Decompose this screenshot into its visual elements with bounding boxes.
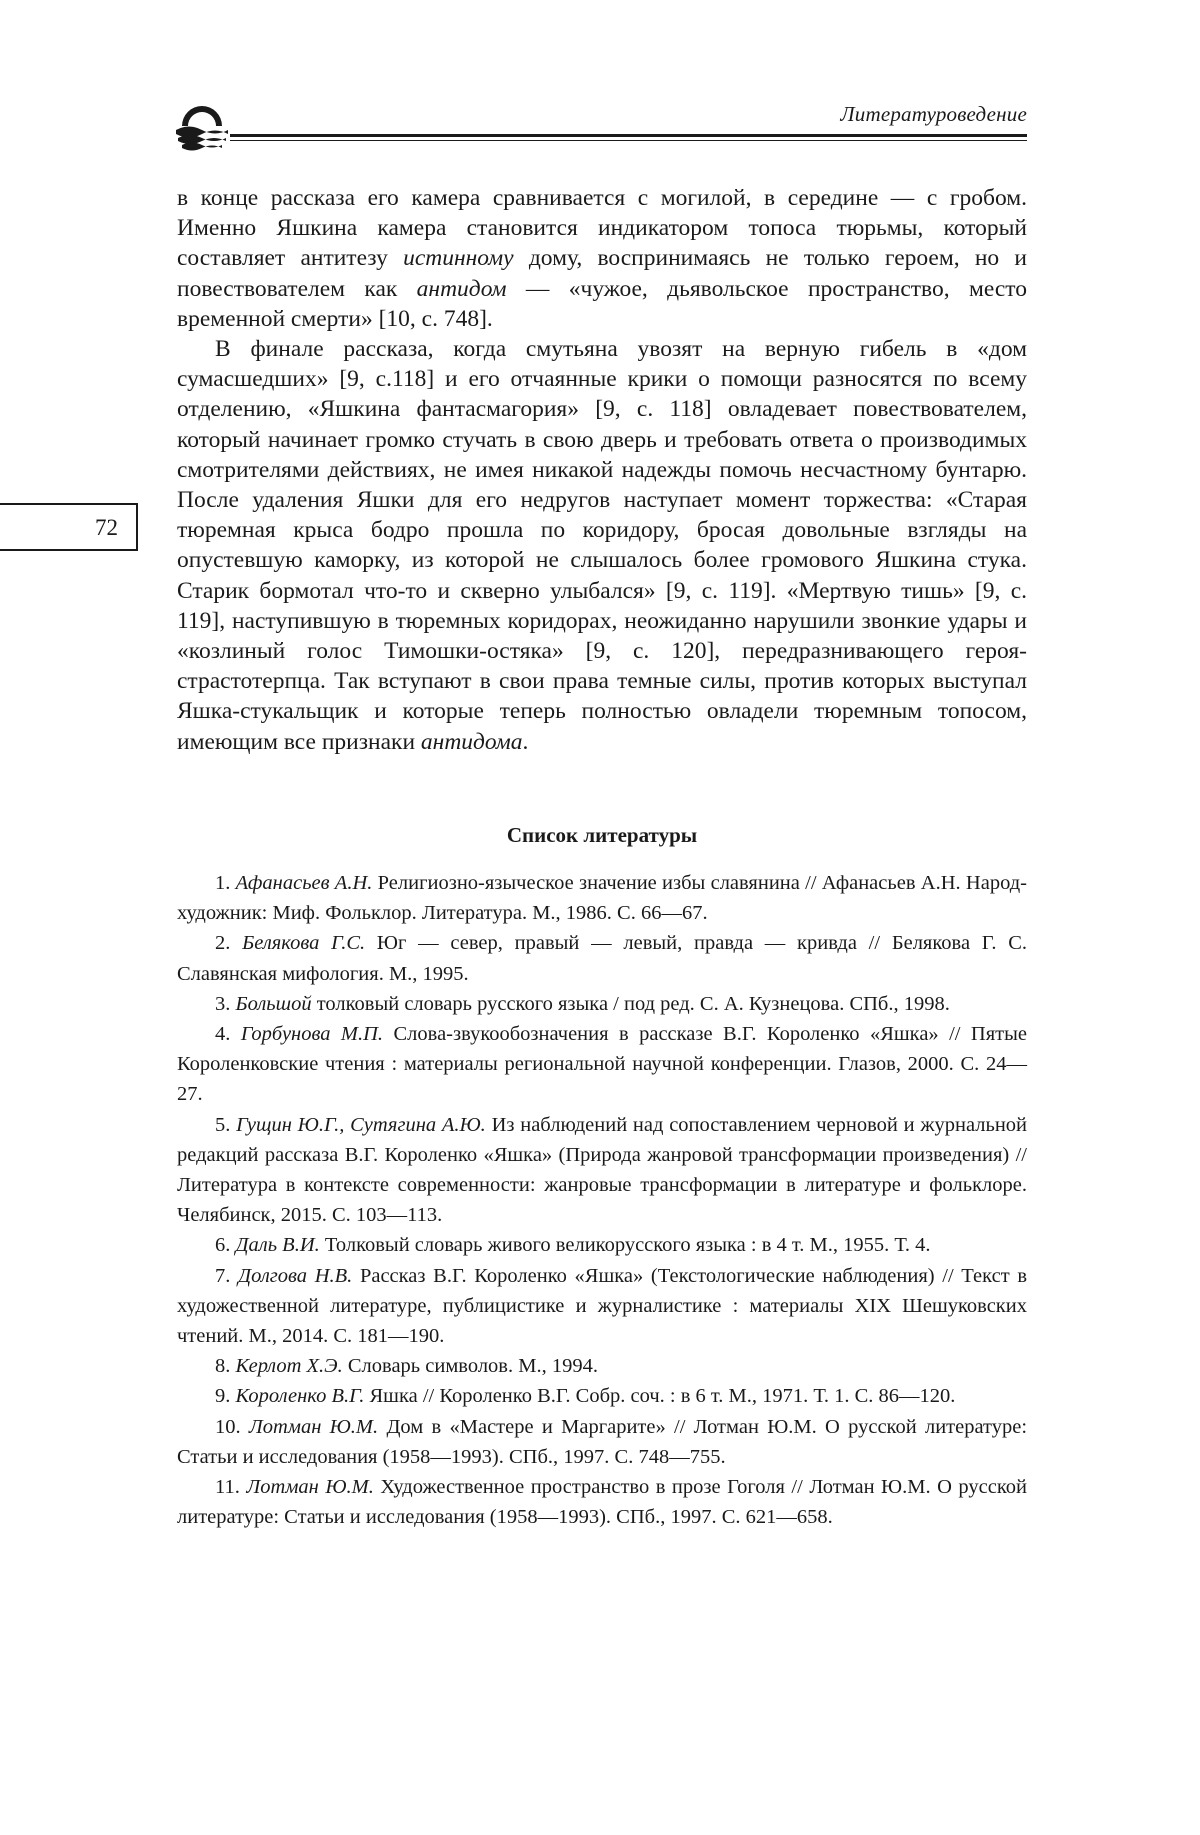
italic-term: антидом <box>416 275 507 302</box>
reference-number: 2. <box>215 932 231 955</box>
reference-item <box>177 1261 1027 1352</box>
reference-number: 8. <box>215 1355 231 1378</box>
reference-item <box>177 1110 1027 1231</box>
reference-number: 6. <box>215 1234 231 1257</box>
reference-number: 3. <box>215 992 231 1015</box>
reference-author: Даль В.И. <box>235 1234 320 1257</box>
reference-item <box>177 928 1027 988</box>
reference-number: 4. <box>215 1023 231 1046</box>
reference-details: Религиозно-языческое значение избы славянина // Афанасьев А.Н. Народ-художник: Миф. Фольклор. Литература. М., 1986. С. 66—67. <box>177 872 1027 925</box>
text-run: . <box>522 728 529 755</box>
reference-details: Слова-звукообозначения в рассказе В.Г. Короленко «Яшка» // Пятые Короленковские чтения : материалы региональной научной конференции. Глазов, 2000. С. 24—27. <box>177 1023 1027 1106</box>
text-run: дому, воспринимаясь не только героем, но и повествователем как <box>177 245 1027 302</box>
reference-author: Большой <box>235 992 312 1015</box>
reference-details: Толковый словарь живого великорусского языка : в 4 т. М., 1955. Т. 4. <box>324 1234 931 1257</box>
reference-item <box>177 1019 1027 1110</box>
reference-number: 7. <box>215 1264 231 1287</box>
running-title: Литературоведение <box>840 102 1027 126</box>
reference-details: Словарь символов. М., 1994. <box>347 1355 598 1378</box>
page-header <box>172 96 1027 156</box>
page-number-tab <box>0 503 138 551</box>
reference-details: толковый словарь русского языка / под ред. С. А. Кузнецова. СПб., 1998. <box>316 992 950 1015</box>
reference-number: 5. <box>215 1113 231 1136</box>
reference-item <box>177 1381 1027 1411</box>
reference-author: Короленко В.Г. <box>235 1385 365 1408</box>
reference-item <box>177 868 1027 928</box>
page-number: 72 <box>95 515 118 540</box>
paragraph <box>177 334 1027 757</box>
text-run: в конце рассказа его камера сравнивается с могилой, в середине — с гробом. Именно Яшкина камера становится индикатором топоса тюрьмы, который составляет антитезу <box>177 185 1027 272</box>
reference-number: 11. <box>215 1476 240 1499</box>
reference-item <box>177 1412 1027 1472</box>
references-list <box>177 868 1027 1532</box>
reference-item <box>177 989 1027 1019</box>
italic-term: антидома <box>420 728 523 755</box>
reference-number: 1. <box>215 872 231 894</box>
reference-author: Горбунова М.П. <box>240 1023 384 1046</box>
header-rule <box>230 134 1027 137</box>
reference-author: Долгова Н.В. <box>238 1264 353 1287</box>
reference-author: Лотман Ю.М. <box>246 1476 374 1499</box>
reference-author: Афанасьев А.Н. <box>235 872 373 894</box>
reference-author: Лотман Ю.М. <box>248 1415 379 1438</box>
reference-details: Из наблюдений над сопоставлением черновой и журнальной редакций рассказа В.Г. Короленко «Яшка» (Природа жанровой трансформации произведения) // Литература в контексте современности: жанровые трансформации в литературе и фольклоре. Челябинск, 2015. С. 103—113. <box>177 1113 1028 1227</box>
header-rule-thin <box>230 140 1027 141</box>
reference-author: Белякова Г.С. <box>242 932 366 955</box>
reference-details: Рассказ В.Г. Короленко «Яшка» (Текстологические наблюдения) // Текст в художественной литературе, публицистике и журналистике : материалы XIX Шешуковских чтений. М., 2014. С. 181—190. <box>177 1264 1027 1348</box>
reference-details: Художественное пространство в прозе Гоголя // Лотман Ю.М. О русской литературе: Статьи и исследования (1958—1993). СПб., 1997. С. 621—658. <box>177 1476 1027 1529</box>
text-run: — «чужое, дьявольское пространство, место временной смерти» [10, с. 748]. <box>177 275 1027 332</box>
reference-details: Яшка // Короленко В.Г. Собр. соч. : в 6 т. М., 1971. Т. 1. С. 86—120. <box>369 1385 956 1408</box>
reference-item <box>177 1230 1027 1260</box>
references-heading: Список литературы <box>506 823 698 847</box>
reference-item <box>177 1472 1027 1532</box>
reference-details: Дом в «Мастере и Маргарите» // Лотман Ю.М. О русской литературе: Статьи и исследования (1958—1993). СПб., 1997. С. 748—755. <box>177 1415 1028 1468</box>
reference-author: Керлот Х.Э. <box>235 1355 343 1378</box>
paragraph <box>177 183 1027 334</box>
italic-term: истинному <box>403 245 514 272</box>
reference-number: 9. <box>215 1385 231 1408</box>
article-body <box>177 183 1027 757</box>
journal-logo-icon <box>172 96 232 154</box>
reference-author: Гущин Ю.Г., Сутягина А.Ю. <box>236 1113 486 1136</box>
reference-item <box>177 1351 1027 1381</box>
reference-number: 10. <box>215 1415 241 1438</box>
reference-details: Юг — север, правый — левый, правда — кривда // Белякова Г. С. Славянская мифология. М., 1995. <box>177 932 1028 985</box>
text-run: В финале рассказа, когда смутьяна увозят на верную гибель в «дом сумасшедших» [9, с.118] и его отчаянные крики о помощи разносятся по всему отделению, «Яшкина фантасмагория» [9, с. 118] овладевает повествователем, который начинает громко стучать в свою дверь и требовать ответа о производимых смотрителями действиях, не имея никакой надежды помочь несчастному бунтарю. После удаления Яшки для его недругов наступает момент торжества: «Старая тюремная крыса бодро прошла по коридору, бросая довольные взгляды на опустевшую каморку, из которой не слышалось более громового Яшкина стука. Старик бормотал что-то и скверно улыбался» [9, с. 119]. «Мертвую тишь» [9, с. 119], наступившую в тюремных коридорах, неожиданно нарушили звонкие удары и «козлиный голос Тимошки-остяка» [9, с. 120], передразнивающего героя-страстотерпца. Так вступают в свои права темные силы, против которых выступал Яшка-стукальщик и которые теперь полностью овладели тюремным топосом, имеющим все признаки <box>177 336 1027 755</box>
